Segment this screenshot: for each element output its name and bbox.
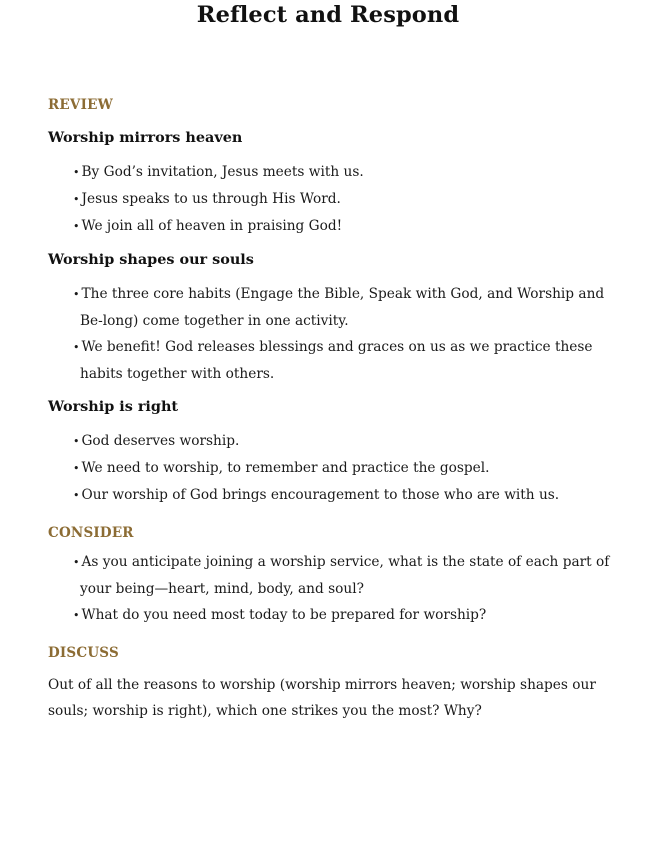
subhead-worship-is-right: Worship is right: [48, 398, 179, 415]
bullet-icon: •: [73, 193, 80, 206]
bullet-list: [48, 159, 614, 240]
list-item: • By God’s invitation, Jesus meets with us.: [73, 164, 364, 180]
subhead-worship-mirrors-heaven: Worship mirrors heaven: [48, 129, 243, 146]
discuss-question: Out of all the reasons to worship (worship mirrors heaven; worship shapes our souls; worship is right), which one strikes you the most? Why?: [48, 677, 596, 719]
bullet-icon: •: [73, 435, 80, 448]
bullet-icon: •: [73, 220, 80, 233]
bullet-list: [48, 428, 614, 509]
discuss-section: [48, 642, 614, 724]
review-label: REVIEW: [48, 97, 113, 113]
discuss-label: DISCUSS: [48, 645, 119, 661]
bullet-icon: •: [73, 341, 80, 354]
consider-label: CONSIDER: [48, 525, 134, 541]
list-item: • We benefit! God releases blessings and graces on us as we practice these habits together with others.: [73, 339, 593, 382]
bullet-icon: •: [73, 288, 80, 301]
list-item: • As you anticipate joining a worship service, what is the state of each part of your being—heart, mind, body, and soul?: [73, 554, 610, 597]
list-item: • We join all of heaven in praising God!: [73, 218, 343, 234]
bullet-icon: •: [73, 556, 80, 569]
bullet-list: [48, 549, 614, 629]
review-section: [48, 94, 614, 509]
bullet-icon: •: [73, 609, 80, 622]
list-item: • Jesus speaks to us through His Word.: [73, 191, 341, 207]
subhead-worship-shapes-our-souls: Worship shapes our souls: [48, 251, 254, 268]
page-content: [48, 94, 614, 724]
list-item: • Our worship of God brings encouragement to those who are with us.: [73, 487, 560, 503]
bullet-icon: •: [73, 462, 80, 475]
bullet-list: [48, 281, 614, 387]
list-item: • We need to worship, to remember and practice the gospel.: [73, 460, 490, 476]
consider-section: [48, 522, 614, 629]
bullet-icon: •: [73, 166, 80, 179]
bullet-icon: •: [73, 489, 80, 502]
list-item: • God deserves worship.: [73, 433, 240, 449]
list-item: • The three core habits (Engage the Bible, Speak with God, and Worship and Be-long) come together in one activity.: [73, 286, 605, 329]
page-title: Reflect and Respond: [196, 2, 460, 28]
list-item: • What do you need most today to be prepared for worship?: [73, 607, 487, 623]
